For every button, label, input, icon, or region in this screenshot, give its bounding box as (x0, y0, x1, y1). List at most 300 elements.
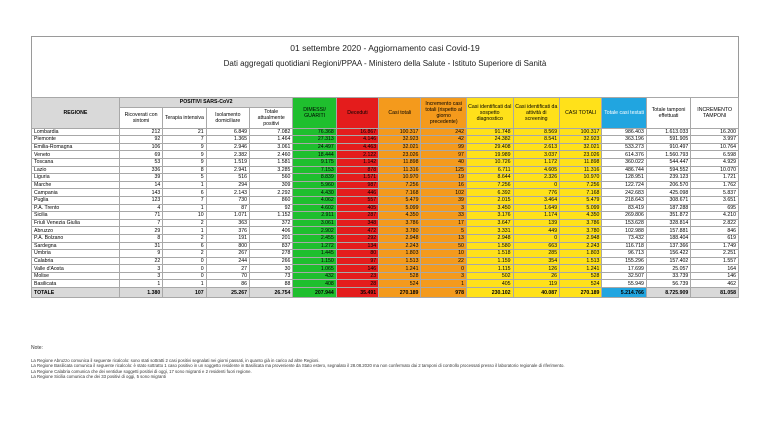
table-cell: 2.460 (250, 151, 293, 159)
table-cell: 1.152 (250, 212, 293, 220)
table-cell: 292 (336, 234, 378, 242)
region-name-cell: Campania (32, 189, 120, 197)
table-cell: 2.946 (206, 143, 249, 151)
total-cell: 26.754 (250, 288, 293, 298)
report-subtitle: Dati aggregati quotidiani Regioni/PPAA - Ministero della Salute - Istituto Superiore di Sanità (223, 59, 547, 68)
table-row (32, 227, 739, 235)
col-header-incremento: Incremento casi totali (rispetto al giorno precedente) (421, 98, 467, 129)
table-cell: 99 (421, 143, 467, 151)
table-cell: 25.057 (646, 265, 690, 273)
table-cell: 102.988 (602, 227, 646, 235)
table-cell: 1 (163, 204, 206, 212)
table-cell: 28 (336, 280, 378, 288)
region-name-cell: Veneto (32, 151, 120, 159)
table-cell: 8 (119, 234, 162, 242)
table-row (32, 272, 739, 280)
region-name-cell: Lazio (32, 166, 120, 174)
region-name-cell: Liguria (32, 174, 120, 182)
table-cell: 96.713 (602, 250, 646, 258)
table-cell: 143 (119, 189, 162, 197)
table-cell: 3.786 (379, 219, 421, 227)
table-cell: 462 (691, 280, 739, 288)
table-cell: 146 (336, 265, 378, 273)
table-cell: 1.445 (293, 250, 336, 258)
table-cell: 405 (466, 280, 513, 288)
table-cell: 32.507 (602, 272, 646, 280)
table-cell: 218.643 (602, 196, 646, 204)
table-cell: 10 (421, 250, 467, 258)
table-cell: 26 (513, 272, 560, 280)
notes-section (31, 346, 731, 380)
region-name-cell: Piemonte (32, 136, 120, 144)
table-cell: 2.243 (379, 242, 421, 250)
total-row (32, 288, 739, 298)
table-cell: 201 (250, 234, 293, 242)
table-cell: 1.613.033 (646, 128, 690, 136)
table-cell: 33.739 (646, 272, 690, 280)
table-cell: 3.647 (466, 219, 513, 227)
table-cell: 53 (119, 158, 162, 166)
table-cell: 309 (250, 181, 293, 189)
table-cell: 1.159 (466, 257, 513, 265)
table-cell: 39 (119, 174, 162, 182)
table-cell: 533.273 (602, 143, 646, 151)
table-cell: 128.951 (602, 174, 646, 182)
table-cell: 1 (163, 280, 206, 288)
table-cell: 308.671 (646, 196, 690, 204)
table-cell: 2.326 (513, 174, 560, 182)
table-cell: 8 (163, 166, 206, 174)
report-title: 01 settembre 2020 - Aggiornamento casi Covid-19 (290, 43, 480, 53)
table-row (32, 181, 739, 189)
table-cell: 328.814 (646, 219, 690, 227)
table-cell: 1.071 (206, 212, 249, 220)
table-cell: 1.241 (560, 265, 602, 273)
table-cell: 1.557 (691, 257, 739, 265)
table-cell: 1.803 (560, 250, 602, 258)
table-cell: 986.403 (602, 128, 646, 136)
table-cell: 2.243 (560, 242, 602, 250)
table-cell: 1.581 (250, 158, 293, 166)
table-cell: 7.256 (379, 181, 421, 189)
table-cell: 7 (119, 219, 162, 227)
table-cell: 3 (421, 204, 467, 212)
table-cell: 4.146 (336, 136, 378, 144)
note-line: La Regione Sicilia comunica che dei 33 positivi di oggi, 5 sono migranti (31, 374, 166, 380)
table-cell: 2.292 (250, 189, 293, 197)
table-cell: 2.948 (466, 234, 513, 242)
table-cell: 1 (163, 181, 206, 189)
table-row (32, 143, 739, 151)
table-cell: 1.649 (513, 204, 560, 212)
table-cell: 269.806 (602, 212, 646, 220)
region-name-cell: Basilicata (32, 280, 120, 288)
table-cell: 594.552 (646, 166, 690, 174)
table-cell: 10.070 (691, 166, 739, 174)
table-cell: 266 (250, 257, 293, 265)
table-cell: 69 (119, 151, 162, 159)
table-cell: 287 (336, 212, 378, 220)
table-cell: 614.376 (602, 151, 646, 159)
table-cell: 119 (513, 280, 560, 288)
table-cell: 3 (119, 272, 162, 280)
table-cell: 2 (163, 234, 206, 242)
table-cell: 3.651 (691, 196, 739, 204)
region-name-cell: Abruzzo (32, 227, 120, 235)
region-name-cell: Umbria (32, 250, 120, 258)
table-row (32, 212, 739, 220)
table-cell: 278 (250, 250, 293, 258)
table-cell: 3.285 (250, 166, 293, 174)
table-cell: 0 (513, 234, 560, 242)
col-header-casi-testati: Totale casi testati (602, 98, 646, 129)
table-row (32, 174, 739, 182)
table-cell: 244 (206, 257, 249, 265)
table-cell: 591.905 (646, 136, 690, 144)
table-cell: 524 (379, 280, 421, 288)
table-cell: 7.256 (466, 181, 513, 189)
col-header-deceduti: Deceduti (336, 98, 378, 129)
table-cell: 1.115 (466, 265, 513, 273)
table-cell: 73.432 (602, 234, 646, 242)
table-cell: 9 (163, 158, 206, 166)
table-cell: 39 (421, 196, 467, 204)
table-cell: 6 (163, 189, 206, 197)
table-cell: 10.764 (691, 143, 739, 151)
table-cell: 116.718 (602, 242, 646, 250)
table-cell: 619 (691, 234, 739, 242)
table-cell: 11.898 (379, 158, 421, 166)
table-cell: 4.605 (513, 166, 560, 174)
table-cell: 27.313 (293, 136, 336, 144)
table-cell: 17 (421, 219, 467, 227)
region-name-cell: Friuli Venezia Giulia (32, 219, 120, 227)
table-cell: 33 (421, 212, 467, 220)
table-cell: 31 (119, 242, 162, 250)
table-cell: 4.350 (379, 212, 421, 220)
covid-data-table (31, 97, 739, 298)
table-cell: 102 (421, 189, 467, 197)
col-header-totale-positivi: Totale attualmente positivi (250, 107, 293, 128)
table-cell: 695 (691, 204, 739, 212)
table-cell: 22 (119, 257, 162, 265)
col-header-sospetto: Casi identificati dal sospetto diagnostico (466, 98, 513, 129)
table-cell: 137.366 (646, 242, 690, 250)
table-cell: 32.021 (560, 143, 602, 151)
region-name-cell: Lombardia (32, 128, 120, 136)
table-cell: 23.026 (379, 151, 421, 159)
table-cell: 106 (119, 143, 162, 151)
total-cell: 5.214.766 (602, 288, 646, 298)
table-cell: 4 (119, 204, 162, 212)
table-cell: 502 (466, 272, 513, 280)
table-cell: 88 (250, 280, 293, 288)
table-cell: 2.822 (691, 219, 739, 227)
table-cell: 3.450 (466, 204, 513, 212)
table-cell: 13 (421, 234, 467, 242)
table-cell: 5.960 (293, 181, 336, 189)
col-header-isolamento: Isolamento domiciliare (206, 107, 249, 128)
table-row (32, 189, 739, 197)
notes-title: Note: (31, 345, 43, 351)
region-name-cell: Sicilia (32, 212, 120, 220)
table-cell: 86 (206, 280, 249, 288)
table-cell: 294 (206, 181, 249, 189)
col-header-casi-totali: Casi totali (379, 98, 421, 129)
table-cell: 191 (206, 234, 249, 242)
table-cell: 7 (163, 196, 206, 204)
table-cell: 73 (250, 272, 293, 280)
table-cell: 27 (206, 265, 249, 273)
table-cell: 24.382 (466, 136, 513, 144)
table-row (32, 151, 739, 159)
table-cell: 10.970 (560, 174, 602, 182)
table-cell: 2.251 (691, 250, 739, 258)
table-cell: 4.602 (293, 204, 336, 212)
table-cell: 4.929 (691, 158, 739, 166)
total-cell: 107 (163, 288, 206, 298)
table-cell: 125 (421, 166, 467, 174)
table-cell: 5.099 (560, 204, 602, 212)
table-cell: 486.744 (602, 166, 646, 174)
table-cell: 730 (206, 196, 249, 204)
table-cell: 17.699 (602, 265, 646, 273)
region-name-cell: Marche (32, 181, 120, 189)
table-cell: 846 (691, 227, 739, 235)
table-cell: 97 (336, 257, 378, 265)
table-cell: 837 (250, 242, 293, 250)
col-header-ricoverati: Ricoverati con sintomi (119, 107, 162, 128)
table-cell: 3 (119, 265, 162, 273)
table-cell: 3 (421, 272, 467, 280)
table-cell: 524 (560, 280, 602, 288)
table-row (32, 265, 739, 273)
table-cell: 42 (421, 136, 467, 144)
table-cell: 2 (163, 219, 206, 227)
table-cell: 363.196 (602, 136, 646, 144)
table-cell: 3.176 (466, 212, 513, 220)
table-cell: 10.970 (379, 174, 421, 182)
table-cell: 19 (421, 174, 467, 182)
region-name-cell: P.A. Bolzano (32, 234, 120, 242)
table-cell: 1.721 (691, 174, 739, 182)
table-cell: 4.430 (293, 189, 336, 197)
table-cell: 187.288 (646, 204, 690, 212)
total-label-cell: TOTALE (32, 288, 120, 298)
table-cell: 363 (206, 219, 249, 227)
table-cell: 1 (119, 280, 162, 288)
table-cell: 206.570 (646, 181, 690, 189)
table-cell: 1.560.793 (646, 151, 690, 159)
table-cell: 1.762 (691, 181, 739, 189)
total-cell: 25.267 (206, 288, 249, 298)
table-cell: 878 (336, 166, 378, 174)
table-cell: 516 (206, 174, 249, 182)
table-row (32, 250, 739, 258)
table-cell: 1.272 (293, 242, 336, 250)
table-cell: 2.948 (379, 234, 421, 242)
table-cell: 122.724 (602, 181, 646, 189)
table-cell: 80 (336, 250, 378, 258)
total-cell: 35.491 (336, 288, 378, 298)
table-cell: 446 (336, 189, 378, 197)
table-cell: 425.098 (646, 189, 690, 197)
region-name-cell: P.A. Trento (32, 204, 120, 212)
table-cell: 7.168 (560, 189, 602, 197)
col-header-screening: Casi identificati da attività di screening (513, 98, 560, 129)
table-cell: 24.497 (293, 143, 336, 151)
region-name-cell: Valle d'Aosta (32, 265, 120, 273)
table-cell: 8.839 (293, 174, 336, 182)
table-row (32, 158, 739, 166)
table-cell: 372 (250, 219, 293, 227)
table-cell: 92 (119, 136, 162, 144)
table-cell: 528 (379, 272, 421, 280)
table-cell: 8.541 (513, 136, 560, 144)
table-cell: 139 (513, 219, 560, 227)
table-cell: 9 (163, 143, 206, 151)
table-cell: 56.739 (646, 280, 690, 288)
table-cell: 29.408 (466, 143, 513, 151)
table-cell: 1.513 (560, 257, 602, 265)
table-cell: 4.062 (293, 196, 336, 204)
table-cell: 100.317 (560, 128, 602, 136)
table-cell: 134 (336, 242, 378, 250)
table-cell: 1.241 (379, 265, 421, 273)
region-name-cell: Sardegna (32, 242, 120, 250)
table-cell: 2.948 (560, 234, 602, 242)
table-cell: 16 (421, 181, 467, 189)
table-cell: 5 (163, 174, 206, 182)
col-header-incremento-tamponi: INCREMENTO TAMPONI (691, 98, 739, 129)
table-cell: 16.867 (336, 128, 378, 136)
table-cell: 1.065 (293, 265, 336, 273)
table-cell: 11.316 (560, 166, 602, 174)
table-cell: 242.683 (602, 189, 646, 197)
table-cell: 157.402 (646, 257, 690, 265)
table-cell: 1.513 (379, 257, 421, 265)
table-cell: 2.902 (293, 227, 336, 235)
table-cell: 1.365 (206, 136, 249, 144)
table-cell: 55.949 (602, 280, 646, 288)
table-cell: 2.941 (206, 166, 249, 174)
table-cell: 10.726 (466, 158, 513, 166)
table-cell: 9 (163, 151, 206, 159)
table-cell: 800 (206, 242, 249, 250)
table-cell: 126 (513, 265, 560, 273)
col-header-dimessi: DIMESSI/ GUARITI (293, 98, 336, 129)
region-name-cell: Puglia (32, 196, 120, 204)
table-cell: 405 (336, 204, 378, 212)
table-cell: 1.150 (293, 257, 336, 265)
table-cell: 8.569 (513, 128, 560, 136)
table-cell: 22 (421, 257, 467, 265)
total-cell: 8.725.909 (646, 288, 690, 298)
table-cell: 1 (421, 280, 467, 288)
table-cell: 3.464 (513, 196, 560, 204)
table-cell: 23.026 (560, 151, 602, 159)
table-cell: 97 (421, 151, 467, 159)
table-cell: 83.419 (602, 204, 646, 212)
table-cell: 76.368 (293, 128, 336, 136)
table-row (32, 196, 739, 204)
table-cell: 153.628 (602, 219, 646, 227)
table-cell: 336 (119, 166, 162, 174)
total-cell: 40.087 (513, 288, 560, 298)
table-cell: 376 (206, 227, 249, 235)
table-cell: 560 (250, 174, 293, 182)
table-cell: 188.404 (646, 234, 690, 242)
table-cell: 987 (336, 181, 378, 189)
table-cell: 1.571 (336, 174, 378, 182)
total-cell: 270.189 (379, 288, 421, 298)
region-name-cell: Toscana (32, 158, 120, 166)
table-cell: 776 (513, 189, 560, 197)
table-cell: 910.497 (646, 143, 690, 151)
table-cell: 1.580 (466, 242, 513, 250)
table-cell: 7.082 (250, 128, 293, 136)
table-cell: 1.142 (336, 158, 378, 166)
table-cell: 164 (691, 265, 739, 273)
table-cell: 1.519 (206, 158, 249, 166)
table-cell: 29 (119, 227, 162, 235)
table-cell: 449 (513, 227, 560, 235)
table-row (32, 166, 739, 174)
total-cell: 270.189 (560, 288, 602, 298)
table-cell: 528 (560, 272, 602, 280)
table-cell: 5.099 (379, 204, 421, 212)
table-cell: 21 (163, 128, 206, 136)
table-cell: 4.463 (336, 143, 378, 151)
table-cell: 0 (163, 272, 206, 280)
group-header-positivi: POSITIVI SARS-CoV2 (119, 98, 293, 108)
table-row (32, 128, 739, 136)
table-cell: 4.350 (560, 212, 602, 220)
table-cell: 155.296 (602, 257, 646, 265)
table-cell: 10 (163, 212, 206, 220)
table-cell: 9.175 (293, 158, 336, 166)
table-cell: 23 (336, 272, 378, 280)
table-cell: 3.997 (691, 136, 739, 144)
table-cell: 100.317 (379, 128, 421, 136)
table-cell: 0 (163, 257, 206, 265)
table-cell: 91.748 (466, 128, 513, 136)
note-line: La Regione Calabria comunica che dei ventidue soggetti positivi di oggi, 17 sono migranti e 2 residenti fuori regione. (31, 368, 252, 374)
table-cell: 16.200 (691, 128, 739, 136)
table-cell: 0 (163, 265, 206, 273)
table-cell: 2.122 (336, 151, 378, 159)
table-cell: 6.392 (466, 189, 513, 197)
table-cell: 212 (119, 128, 162, 136)
note-line: La Regione Abruzzo comunica il seguente ricalcolo: sono stati sottratti 2 casi positivi segnalati nei giorni passati, in quanto già in carico ad altre Regioni. (31, 357, 320, 363)
region-name-cell: Emilia-Romagna (32, 143, 120, 151)
note-line: La Regione Basilicata comunica il seguente ricalcolo: è stato sottratto 1 caso positivo in un soggetto residente in Basilicata ma proveniente da Stato estero, segnalato il 28.08.2020 ma non confermato dai 2 tamponi di controllo processati presso il laboratorio regionale di riferimento. (31, 363, 565, 369)
table-cell: 1.803 (379, 250, 421, 258)
table-row (32, 242, 739, 250)
col-header-region: REGIONE (32, 98, 120, 129)
table-cell: 2.143 (206, 189, 249, 197)
table-cell: 2.613 (513, 143, 560, 151)
table-cell: 50 (421, 242, 467, 250)
total-cell: 230.102 (466, 288, 513, 298)
table-cell: 4.210 (691, 212, 739, 220)
table-row (32, 280, 739, 288)
table-cell: 32.923 (560, 136, 602, 144)
table-cell: 7 (163, 136, 206, 144)
table-cell: 157.881 (646, 227, 690, 235)
table-cell: 156.422 (646, 250, 690, 258)
table-cell: 2.015 (466, 196, 513, 204)
